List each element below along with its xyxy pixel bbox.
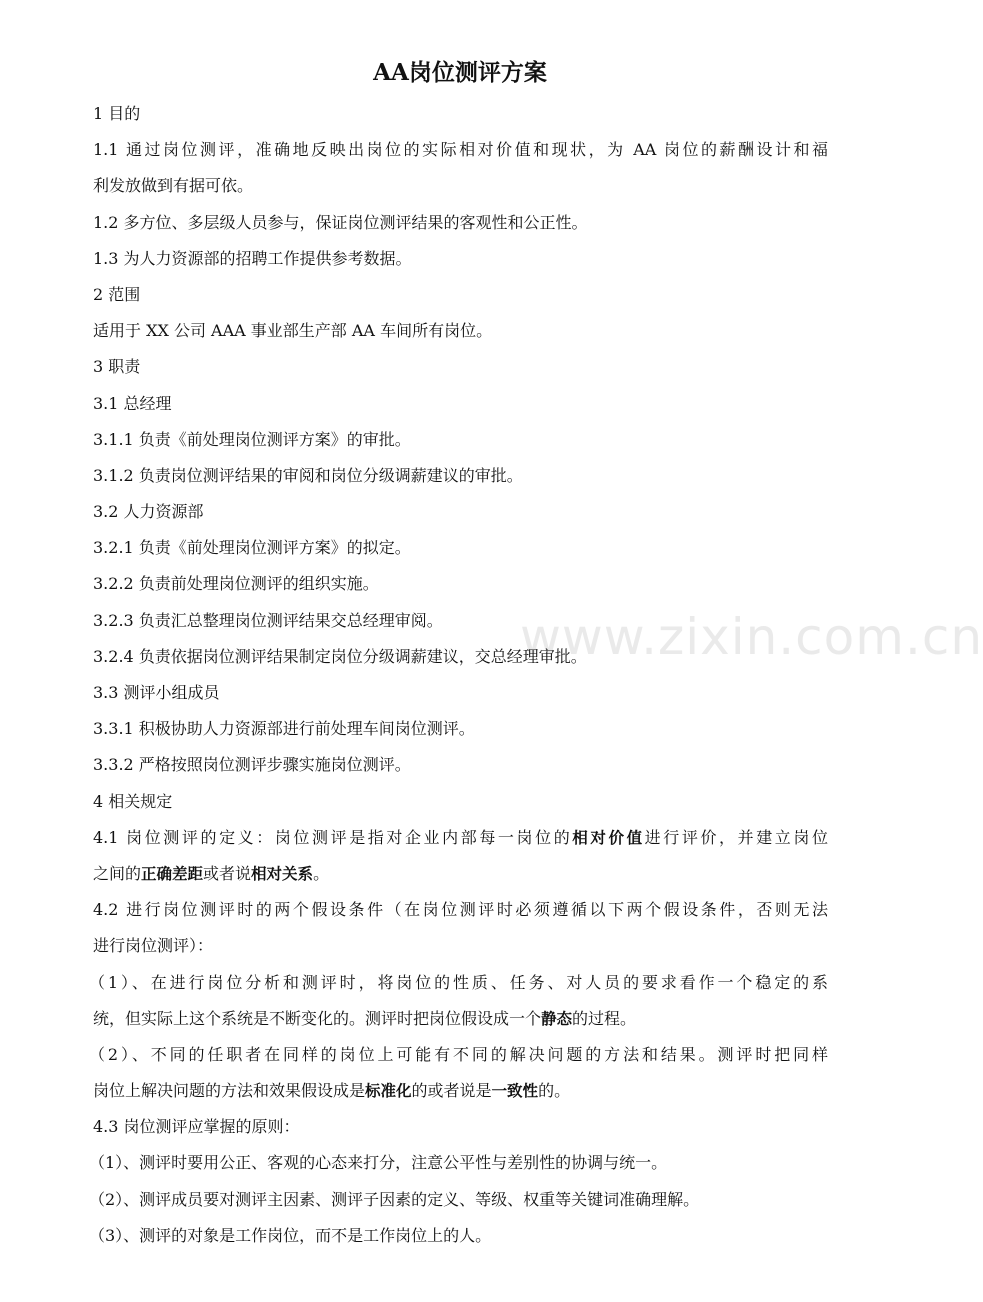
- paragraph-4-1-line-2: [93, 856, 828, 892]
- paragraph-1-1-line-2: 利发放做到有据可依。: [93, 176, 254, 196]
- bold-term: 静态: [541, 1009, 573, 1028]
- text-run: 进行评价，并建立岗位: [644, 827, 828, 847]
- assumption-1-line-2: [93, 1001, 828, 1037]
- principle-1: （1）、测评时要用公正、客观的心态来打分，注意公平性与差别性的协调与统一。: [89, 1153, 668, 1173]
- text-run: 之间的: [93, 863, 142, 883]
- heading-4-3: 4.3 岗位测评应掌握的原则：: [93, 1117, 300, 1137]
- heading-responsibilities: 3 职责: [93, 357, 141, 377]
- watermark: www.zixin.com.cn: [520, 608, 983, 666]
- text-run: 统，但实际上这个系统是不断变化的。测评时把岗位假设成一个: [93, 1008, 542, 1028]
- assumption-2-line-2: [93, 1073, 828, 1109]
- paragraph-1-1-line-1: 1.1 通过岗位测评，准确地反映出岗位的实际相对价值和现状，为 AA 岗位的薪酬设计和福: [93, 140, 828, 160]
- paragraph-3-1-1: 3.1.1 负责《前处理岗位测评方案》的审批。: [93, 429, 411, 449]
- text-run: 的或者说是: [411, 1081, 492, 1101]
- heading-3-2: 3.2 人力资源部: [93, 502, 204, 522]
- paragraph-1-2: 1.2 多方位、多层级人员参与，保证岗位测评结果的客观性和公正性。: [93, 212, 588, 232]
- text-run: 的。: [538, 1081, 571, 1101]
- text-run: 或者说: [203, 863, 252, 883]
- text-run: 。: [313, 863, 330, 883]
- paragraph-3-3-1: 3.3.1 积极协助人力资源部进行前处理车间岗位测评。: [93, 719, 475, 739]
- assumption-1-line-1: （1）、在进行岗位分析和测评时，将岗位的性质、任务、对人员的要求看作一个稳定的系: [89, 972, 828, 992]
- text-run: 4.1 岗位测评的定义：岗位测评是指对企业内部每一岗位的: [93, 827, 573, 847]
- bold-term: 相对价值: [572, 828, 645, 847]
- document-title: AA岗位测评方案: [373, 59, 547, 86]
- paragraph-scope: 适用于 XX 公司 AAA 事业部生产部 AA 车间所有岗位。: [93, 321, 493, 341]
- heading-scope: 2 范围: [93, 284, 141, 304]
- heading-3-3: 3.3 测评小组成员: [93, 683, 220, 702]
- principle-2: （2）、测评成员要对测评主因素、测评子因素的定义、等级、权重等关键词准确理解。: [89, 1189, 700, 1209]
- bold-term: 一致性: [491, 1082, 539, 1101]
- paragraph-3-2-3: 3.2.3 负责汇总整理岗位测评结果交总经理审阅。: [93, 610, 443, 630]
- paragraph-4-1-line-1: [93, 820, 828, 856]
- heading-3-1: 3.1 总经理: [93, 393, 172, 413]
- paragraph-3-1-2: 3.1.2 负责岗位测评结果的审阅和岗位分级调薪建议的审批。: [93, 465, 523, 485]
- document-body: [89, 96, 828, 1254]
- text-run: 的过程。: [572, 1008, 637, 1028]
- paragraph-4-2-line-2: 进行岗位测评）：: [93, 936, 214, 956]
- bold-term: 正确差距: [141, 864, 204, 883]
- paragraph-3-2-2: 3.2.2 负责前处理岗位测评的组织实施。: [93, 574, 379, 594]
- paragraph-4-2-line-1: 4.2 进行岗位测评时的两个假设条件（在岗位测评时必须遵循以下两个假设条件，否则无法: [93, 900, 828, 920]
- paragraph-1-3: 1.3 为人力资源部的招聘工作提供参考数据。: [93, 248, 412, 268]
- heading-regulations: 4 相关规定: [93, 791, 173, 811]
- paragraph-3-3-2: 3.3.2 严格按照岗位测评步骤实施岗位测评。: [93, 755, 411, 775]
- principle-3: （3）、测评的对象是工作岗位，而不是工作岗位上的人。: [89, 1225, 492, 1245]
- paragraph-3-2-1: 3.2.1 负责《前处理岗位测评方案》的拟定。: [93, 538, 411, 558]
- bold-term: 相对关系: [251, 864, 314, 883]
- heading-purpose: 1 目的: [93, 104, 141, 123]
- assumption-2-line-1: （2）、不同的任职者在同样的岗位上可能有不同的解决问题的方法和结果。测评时把同样: [89, 1044, 828, 1064]
- paragraph-3-2-4: 3.2.4 负责依据岗位测评结果制定岗位分级调薪建议，交总经理审批。: [93, 646, 587, 666]
- text-run: 岗位上解决问题的方法和效果假设成是: [93, 1081, 366, 1101]
- bold-term: 标准化: [365, 1082, 412, 1101]
